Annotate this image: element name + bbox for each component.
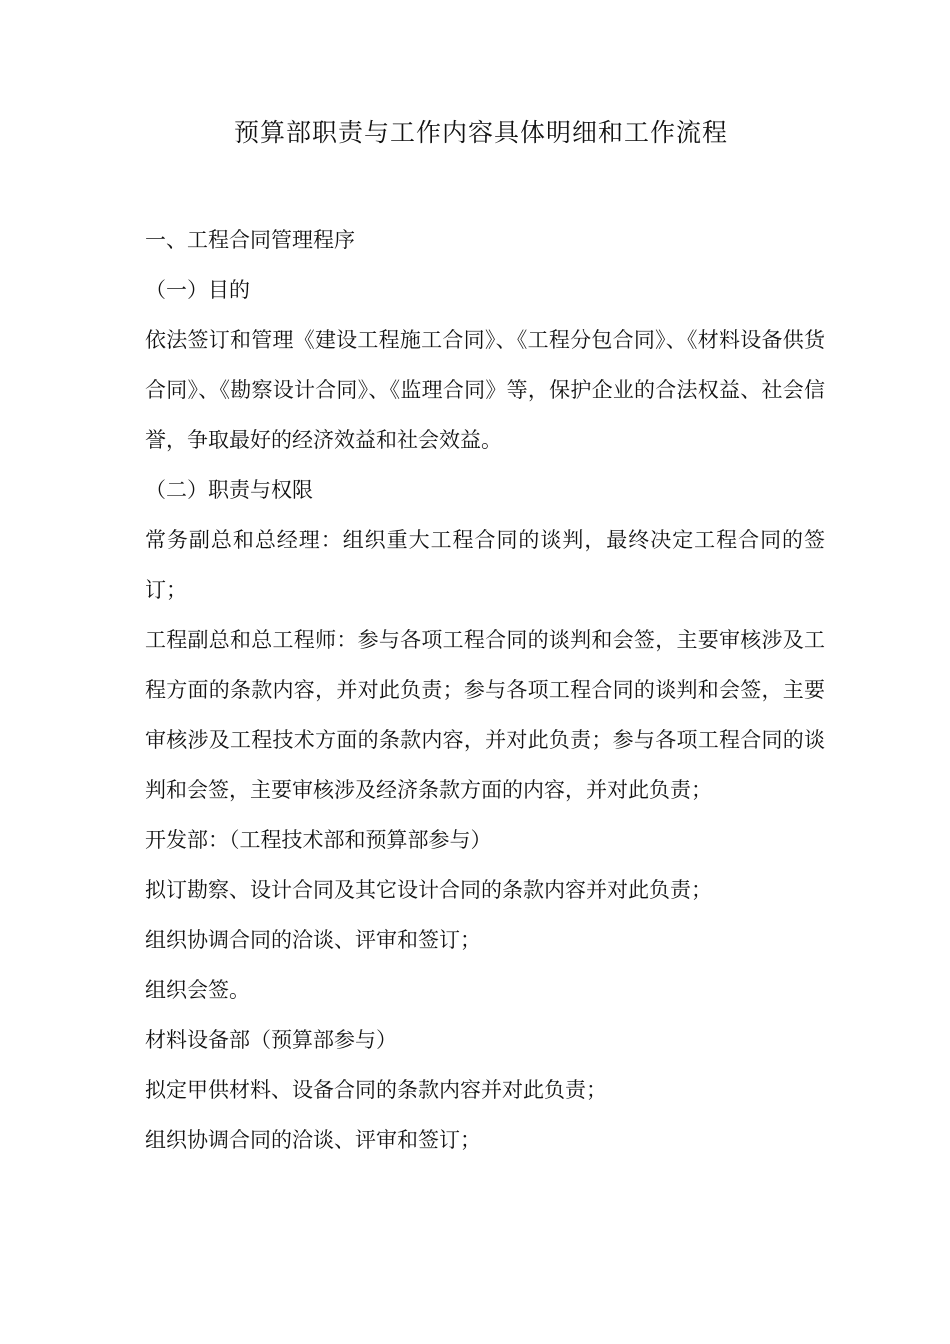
body-paragraph: 组织会签。	[145, 978, 250, 1002]
body-paragraph: 工程副总和总工程师：参与各项工程合同的谈判和会签，主要审核涉及工程方面的条款内容，并对此负责；参与各项工程合同的谈判和会签，主要审核涉及工程技术方面的条款内容，并对此负责；参与各项工程合同的谈判和会签，主要审核涉及经济条款方面的内容，并对此负责；	[145, 628, 825, 802]
body-paragraph: 拟订勘察、设计合同及其它设计合同的条款内容并对此负责；	[145, 878, 712, 902]
body-paragraph: 拟定甲供材料、设备合同的条款内容并对此负责；	[145, 1078, 607, 1102]
subsection-heading: （二）职责与权限	[145, 478, 313, 502]
body-paragraph: 常务副总和总经理：组织重大工程合同的谈判，最终决定工程合同的签订；	[145, 528, 825, 602]
body-paragraph: 组织协调合同的洽谈、评审和签订；	[145, 928, 481, 952]
body-paragraph: 开发部：（工程技术部和预算部参与）	[145, 828, 492, 852]
document-body	[145, 215, 825, 1165]
body-paragraph: 依法签订和管理《建设工程施工合同》、《工程分包合同》、《材料设备供货合同》、《勘察设计合同》、《监理合同》等，保护企业的合法权益、社会信誉，争取最好的经济效益和社会效益。	[145, 328, 825, 452]
section-heading: 一、工程合同管理程序	[145, 228, 355, 252]
subsection-heading: （一）目的	[145, 278, 250, 302]
document-title: 预算部职责与工作内容具体明细和工作流程	[233, 118, 728, 147]
body-paragraph: 组织协调合同的洽谈、评审和签订；	[145, 1128, 481, 1152]
body-paragraph: 材料设备部（预算部参与）	[145, 1028, 397, 1052]
